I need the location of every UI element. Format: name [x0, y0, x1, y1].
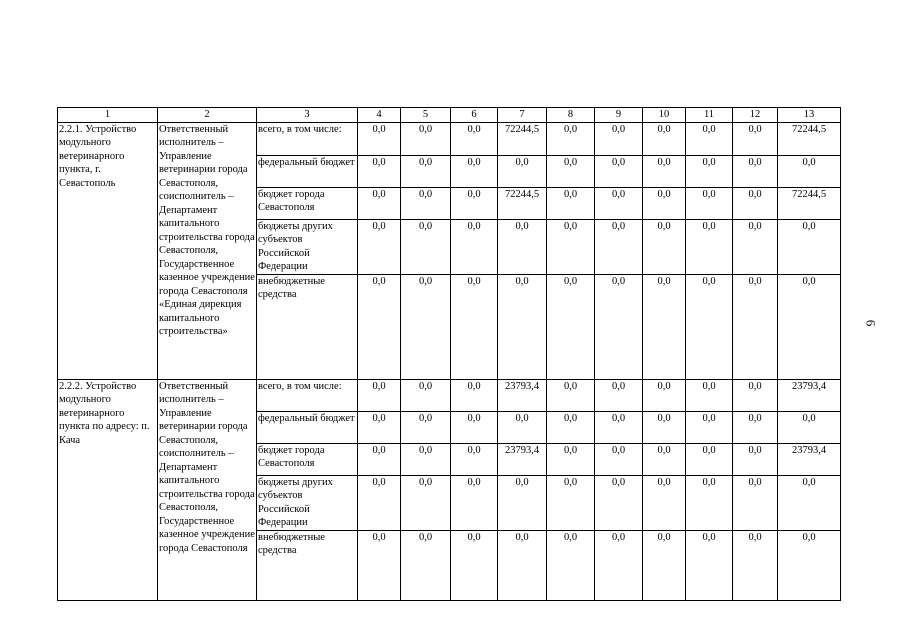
- value-cell: 0,0: [733, 443, 778, 475]
- value-cell: 72244,5: [778, 122, 841, 155]
- value-cell: 0,0: [686, 475, 733, 530]
- value-cell: 0,0: [733, 475, 778, 530]
- header-cell: 6: [451, 108, 498, 123]
- funding-source: внебюджетные средства: [257, 530, 358, 600]
- value-cell: 0,0: [358, 155, 401, 187]
- value-cell: 0,0: [595, 122, 643, 155]
- value-cell: 0,0: [778, 155, 841, 187]
- funding-source: всего, в том числе:: [257, 379, 358, 411]
- value-cell: 0,0: [643, 475, 686, 530]
- value-cell: 0,0: [358, 219, 401, 274]
- value-cell: 0,0: [401, 274, 451, 379]
- header-cell: 7: [498, 108, 547, 123]
- value-cell: 23793,4: [778, 443, 841, 475]
- value-cell: 0,0: [733, 530, 778, 600]
- value-cell: 0,0: [686, 122, 733, 155]
- value-cell: 0,0: [358, 411, 401, 443]
- value-cell: 0,0: [643, 122, 686, 155]
- value-cell: 0,0: [401, 530, 451, 600]
- header-cell: 12: [733, 108, 778, 123]
- value-cell: 0,0: [733, 122, 778, 155]
- value-cell: 0,0: [643, 443, 686, 475]
- value-cell: 0,0: [401, 219, 451, 274]
- value-cell: 0,0: [733, 411, 778, 443]
- header-cell: 13: [778, 108, 841, 123]
- value-cell: 0,0: [686, 274, 733, 379]
- header-cell: 8: [547, 108, 595, 123]
- measure-name: 2.2.2. Устройство модульного ветеринарного пункта по адресу: п. Кача: [58, 379, 158, 600]
- value-cell: 72244,5: [498, 122, 547, 155]
- value-cell: 0,0: [686, 379, 733, 411]
- value-cell: 0,0: [643, 187, 686, 219]
- value-cell: 0,0: [595, 530, 643, 600]
- header-cell: 4: [358, 108, 401, 123]
- value-cell: 0,0: [401, 443, 451, 475]
- value-cell: 0,0: [547, 274, 595, 379]
- value-cell: 0,0: [595, 475, 643, 530]
- funding-source: бюджеты других субъектов Российской Федерации: [257, 219, 358, 274]
- value-cell: 0,0: [451, 122, 498, 155]
- value-cell: 0,0: [686, 411, 733, 443]
- value-cell: 72244,5: [498, 187, 547, 219]
- value-cell: 0,0: [686, 443, 733, 475]
- value-cell: 0,0: [547, 187, 595, 219]
- funding-source: федеральный бюджет: [257, 411, 358, 443]
- value-cell: 0,0: [401, 475, 451, 530]
- value-cell: 0,0: [451, 274, 498, 379]
- value-cell: 0,0: [547, 443, 595, 475]
- value-cell: 0,0: [498, 530, 547, 600]
- value-cell: 0,0: [498, 155, 547, 187]
- header-cell: 5: [401, 108, 451, 123]
- value-cell: 0,0: [451, 475, 498, 530]
- value-cell: 0,0: [686, 155, 733, 187]
- value-cell: 0,0: [733, 379, 778, 411]
- value-cell: 0,0: [643, 155, 686, 187]
- value-cell: 0,0: [595, 155, 643, 187]
- value-cell: 0,0: [401, 187, 451, 219]
- value-cell: 0,0: [547, 411, 595, 443]
- measure-name: 2.2.1. Устройство модульного ветеринарного пункта, г. Севастополь: [58, 122, 158, 379]
- value-cell: 0,0: [595, 219, 643, 274]
- funding-source: федеральный бюджет: [257, 155, 358, 187]
- funding-source: бюджет города Севастополя: [257, 443, 358, 475]
- value-cell: 0,0: [778, 274, 841, 379]
- value-cell: 0,0: [358, 122, 401, 155]
- value-cell: 0,0: [358, 530, 401, 600]
- funding-source: всего, в том числе:: [257, 122, 358, 155]
- value-cell: 0,0: [778, 530, 841, 600]
- funding-source: внебюджетные средства: [257, 274, 358, 379]
- value-cell: 0,0: [451, 530, 498, 600]
- value-cell: 0,0: [451, 187, 498, 219]
- value-cell: 0,0: [451, 155, 498, 187]
- value-cell: 0,0: [778, 219, 841, 274]
- value-cell: 0,0: [401, 411, 451, 443]
- value-cell: 0,0: [733, 219, 778, 274]
- value-cell: 0,0: [778, 411, 841, 443]
- value-cell: 0,0: [358, 475, 401, 530]
- value-cell: 0,0: [595, 411, 643, 443]
- value-cell: 0,0: [595, 274, 643, 379]
- value-cell: 0,0: [643, 219, 686, 274]
- value-cell: 0,0: [733, 274, 778, 379]
- funding-source: бюджеты других субъектов Российской Федерации: [257, 475, 358, 530]
- value-cell: 0,0: [643, 379, 686, 411]
- value-cell: 0,0: [547, 475, 595, 530]
- header-cell: 11: [686, 108, 733, 123]
- responsible-executor: Ответственный исполнитель – Управление ветеринарии города Севастополя, соисполнитель – Департамент капитального строительства города Севастополя, Государственное казенное учреждение города Севастополя «Единая дирекция капитального строительства»: [158, 122, 257, 379]
- value-cell: 0,0: [547, 530, 595, 600]
- header-cell: 1: [58, 108, 158, 123]
- table-row: [58, 122, 841, 155]
- value-cell: 72244,5: [778, 187, 841, 219]
- value-cell: 0,0: [778, 475, 841, 530]
- value-cell: 0,0: [686, 530, 733, 600]
- value-cell: 0,0: [358, 443, 401, 475]
- value-cell: 0,0: [595, 187, 643, 219]
- value-cell: 0,0: [498, 411, 547, 443]
- value-cell: 0,0: [547, 379, 595, 411]
- value-cell: 0,0: [547, 155, 595, 187]
- header-cell: 10: [643, 108, 686, 123]
- table-row: [58, 379, 841, 411]
- value-cell: 0,0: [498, 219, 547, 274]
- responsible-executor: Ответственный исполнитель – Управление ветеринарии города Севастополя, соисполнитель – Департамент капитального строительства города Севастополя, Государственное казенное учреждение города Севастополя: [158, 379, 257, 600]
- funding-source: бюджет города Севастополя: [257, 187, 358, 219]
- value-cell: 23793,4: [778, 379, 841, 411]
- value-cell: 0,0: [643, 274, 686, 379]
- value-cell: 0,0: [686, 187, 733, 219]
- value-cell: 0,0: [451, 411, 498, 443]
- value-cell: 0,0: [451, 443, 498, 475]
- value-cell: 0,0: [498, 274, 547, 379]
- value-cell: 0,0: [358, 274, 401, 379]
- value-cell: 0,0: [358, 187, 401, 219]
- value-cell: 0,0: [401, 155, 451, 187]
- header-row: [58, 108, 841, 123]
- header-cell: 9: [595, 108, 643, 123]
- header-cell: 3: [257, 108, 358, 123]
- value-cell: 0,0: [733, 187, 778, 219]
- value-cell: 0,0: [643, 411, 686, 443]
- value-cell: 23793,4: [498, 379, 547, 411]
- value-cell: 0,0: [643, 530, 686, 600]
- value-cell: 0,0: [451, 379, 498, 411]
- value-cell: 0,0: [595, 379, 643, 411]
- value-cell: 23793,4: [498, 443, 547, 475]
- page-number: 6: [863, 319, 879, 327]
- budget-table: [57, 107, 841, 601]
- value-cell: 0,0: [733, 155, 778, 187]
- value-cell: 0,0: [498, 475, 547, 530]
- value-cell: 0,0: [358, 379, 401, 411]
- value-cell: 0,0: [401, 122, 451, 155]
- value-cell: 0,0: [401, 379, 451, 411]
- value-cell: 0,0: [547, 219, 595, 274]
- header-cell: 2: [158, 108, 257, 123]
- value-cell: 0,0: [686, 219, 733, 274]
- value-cell: 0,0: [451, 219, 498, 274]
- value-cell: 0,0: [547, 122, 595, 155]
- value-cell: 0,0: [595, 443, 643, 475]
